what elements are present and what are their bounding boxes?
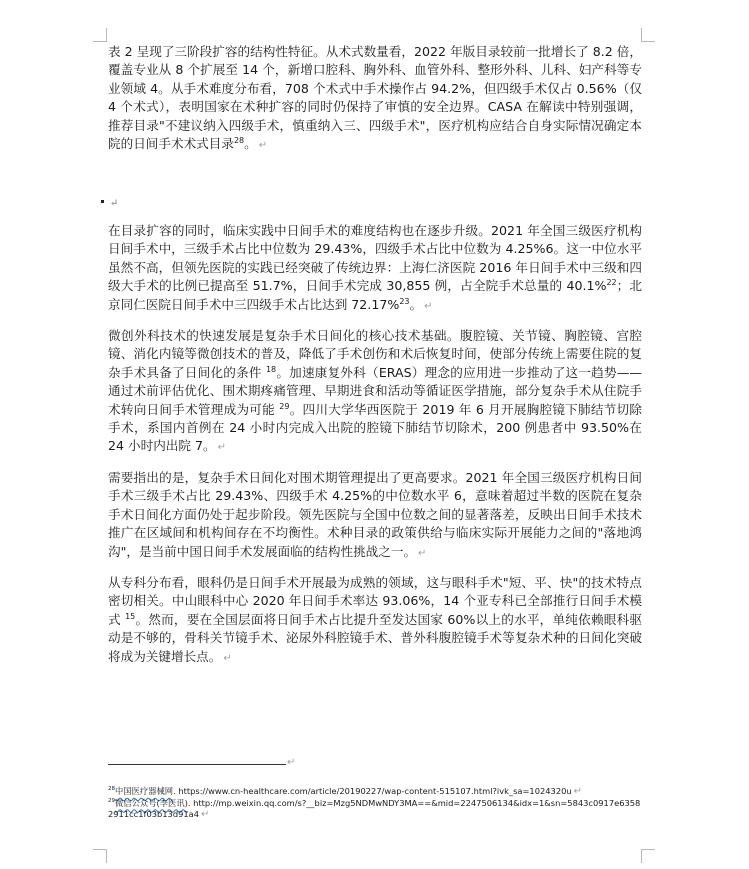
footnote-number: 28	[108, 786, 115, 793]
heading-bullet-icon	[101, 200, 104, 203]
crop-mark-bottom-left	[93, 849, 107, 863]
paragraph-text: 。	[244, 136, 257, 152]
paragraph-text: 在目录扩容的同时，临床实践中日间手术的难度结构也在逐步升级。2021 年全国三级医疗机构日间手术中，三级手术占比中位数为 29.43%，四级手术占比中位数为 4.25%6。这一中位水平虽然不高，但领先医院的实践已经突破了传统边界：上海仁济医院 2016 年日间手术中三级和四级大手术的比例已提高至 51.7%，日间手术完成 30,855 例，占全院手术总量的 40.1%	[108, 223, 642, 294]
footnote-source: 中国医疗器械网	[115, 786, 174, 796]
crop-mark-top-right	[641, 28, 655, 42]
paragraph-text: 。四川大学华西医院于 2019 年 6 月开展胸腔镜下肺结节切除手术，系国内首例在 24 小时内完成入出院的腔镜下肺结节切除术，200 例患者中 93.50%在 24 小时内出院 7。	[108, 401, 642, 454]
citation-ref: 28	[233, 135, 245, 145]
paragraph-text: 需要指出的是，复杂手术日间化对围术期管理提出了更高要求。2021 年全国三级医疗机构日间手术三级手术占比 29.43%、四级手术 4.25%的中位数水平 6，意味着超过半数的医院在复杂手术日间化方面仍处于起步阶段。领先医院与全国中位数之间的显著落差，反映出日间手术技术推广在区域间和机构间存在不均衡性。术种目录的政策供给与临床实际开展能力之间的"落地鸿沟"，是当前中国日间手术发展面临的结构性挑战之一。	[108, 469, 642, 559]
document-page	[108, 43, 642, 668]
paragraph-mark-icon: ↵	[287, 757, 296, 768]
citation-ref: 22	[606, 278, 617, 288]
paragraph-specialty-distribution[interactable]	[108, 574, 642, 668]
paragraph-text: 。	[409, 296, 423, 312]
paragraph-text: 。然而，要在全国层面将日间手术占比提升至发达国家 60%以上的水平，单纯依赖眼科驱动是不够的，骨科关节镜手术、泌尿外科腔镜手术、普外科腹腔镜手术等复杂术种的日间化突破将成为关键增长点。	[108, 611, 642, 664]
footnote-separator	[108, 764, 286, 765]
citation-ref: 23	[399, 296, 410, 306]
paragraph-text: ；北京同仁医院日间手术中三四级手术占比达到 72.17%	[108, 278, 643, 312]
citation-ref: 29	[279, 401, 290, 411]
citation-ref: 18	[265, 364, 277, 374]
crop-mark-bottom-right	[641, 849, 655, 863]
footnote-source: 微信公众号(李医讯)	[115, 797, 188, 808]
paragraph-difficulty-upgrade[interactable]	[108, 222, 642, 316]
paragraph-text: 表 2 呈现了三阶段扩容的结构性特征。从术式数量看，2022 年版目录较前一批增长了 8.2 倍，覆盖专业从 8 个扩展至 14 个，新增口腔科、胸外科、血管外科、整形外科、儿科、妇产科等专业领域 4。从手术难度分布看，708 个术式中手术操作占 94.2%，但四级手术仅占 0.56%（仅 4 个术式），表明国家在术种扩容的同时仍保持了审慎的安全边界。CASA 在解读中特别强调，推荐目录"不建议纳入四级手术，慎重纳入三、四级手术"，医疗机构应结合自身实际情况确定本院的日间手术术式目录	[108, 44, 642, 152]
paragraph-mark-icon: ↵	[217, 442, 226, 454]
paragraph-mark-icon: ↵	[201, 809, 210, 820]
footnote-29[interactable]	[108, 798, 642, 821]
paragraph-text: 从专科分布看，眼科仍是日间手术开展最为成熟的领域，这与眼科手术"短、平、快"的技术特点密切相关。中山眼科中心 2020 年日间手术率达 93.06%，14 个亚专科已全部推行日间手术模式	[108, 574, 642, 627]
section-heading[interactable]	[108, 193, 642, 213]
paragraph-expansion-structure[interactable]	[108, 43, 642, 180]
paragraph-mark-icon: ↵	[424, 300, 433, 312]
footnote-url[interactable]: . https://www.cn-healthcare.com/article/20190227/wap-content-515107.html?ivk_sa=1024320u	[173, 786, 572, 796]
paragraph-mark-icon: ↵	[418, 547, 427, 559]
paragraph-mark-icon: ↵	[223, 652, 232, 664]
paragraph-mark-icon: ↵	[258, 140, 268, 152]
paragraph-mark-icon: ↵	[573, 786, 583, 797]
paragraph-text: 微创外科技术的快速发展是复杂手术日间化的核心技术基础。腹腔镜、关节镜、胸腔镜、宫腔镜、消化内镜等微创技术的普及，降低了手术创伤和术后恢复时间，使部分传统上需要住院的复杂手术具备了日间化的条件	[108, 328, 642, 380]
citation-ref: 15	[125, 611, 136, 621]
crop-mark-top-left	[93, 28, 107, 42]
paragraph-text: 。加速康复外科（ERAS）理念的应用进一步推动了这一趋势——通过术前评估优化、围术期疼痛管理、早期进食和活动等循证医学措施，部分复杂手术从住院手术转向日间手术管理成为可能	[108, 364, 642, 417]
footnote-url[interactable]: . http://mp.weixin.qq.com/s?__biz=Mzg5NDMwNDY3MA==&mid=2247506134&idx=1&sn=5843c0917e63582911cc1f03b13d91a4	[108, 797, 641, 819]
footnote-number: 29	[108, 797, 115, 804]
footnote-28[interactable]	[108, 786, 642, 798]
paragraph-mark-icon: ↵	[110, 198, 119, 209]
footnotes	[108, 786, 642, 821]
paragraph-minimally-invasive[interactable]	[108, 327, 642, 458]
paragraph-perioperative-challenge[interactable]	[108, 469, 642, 563]
